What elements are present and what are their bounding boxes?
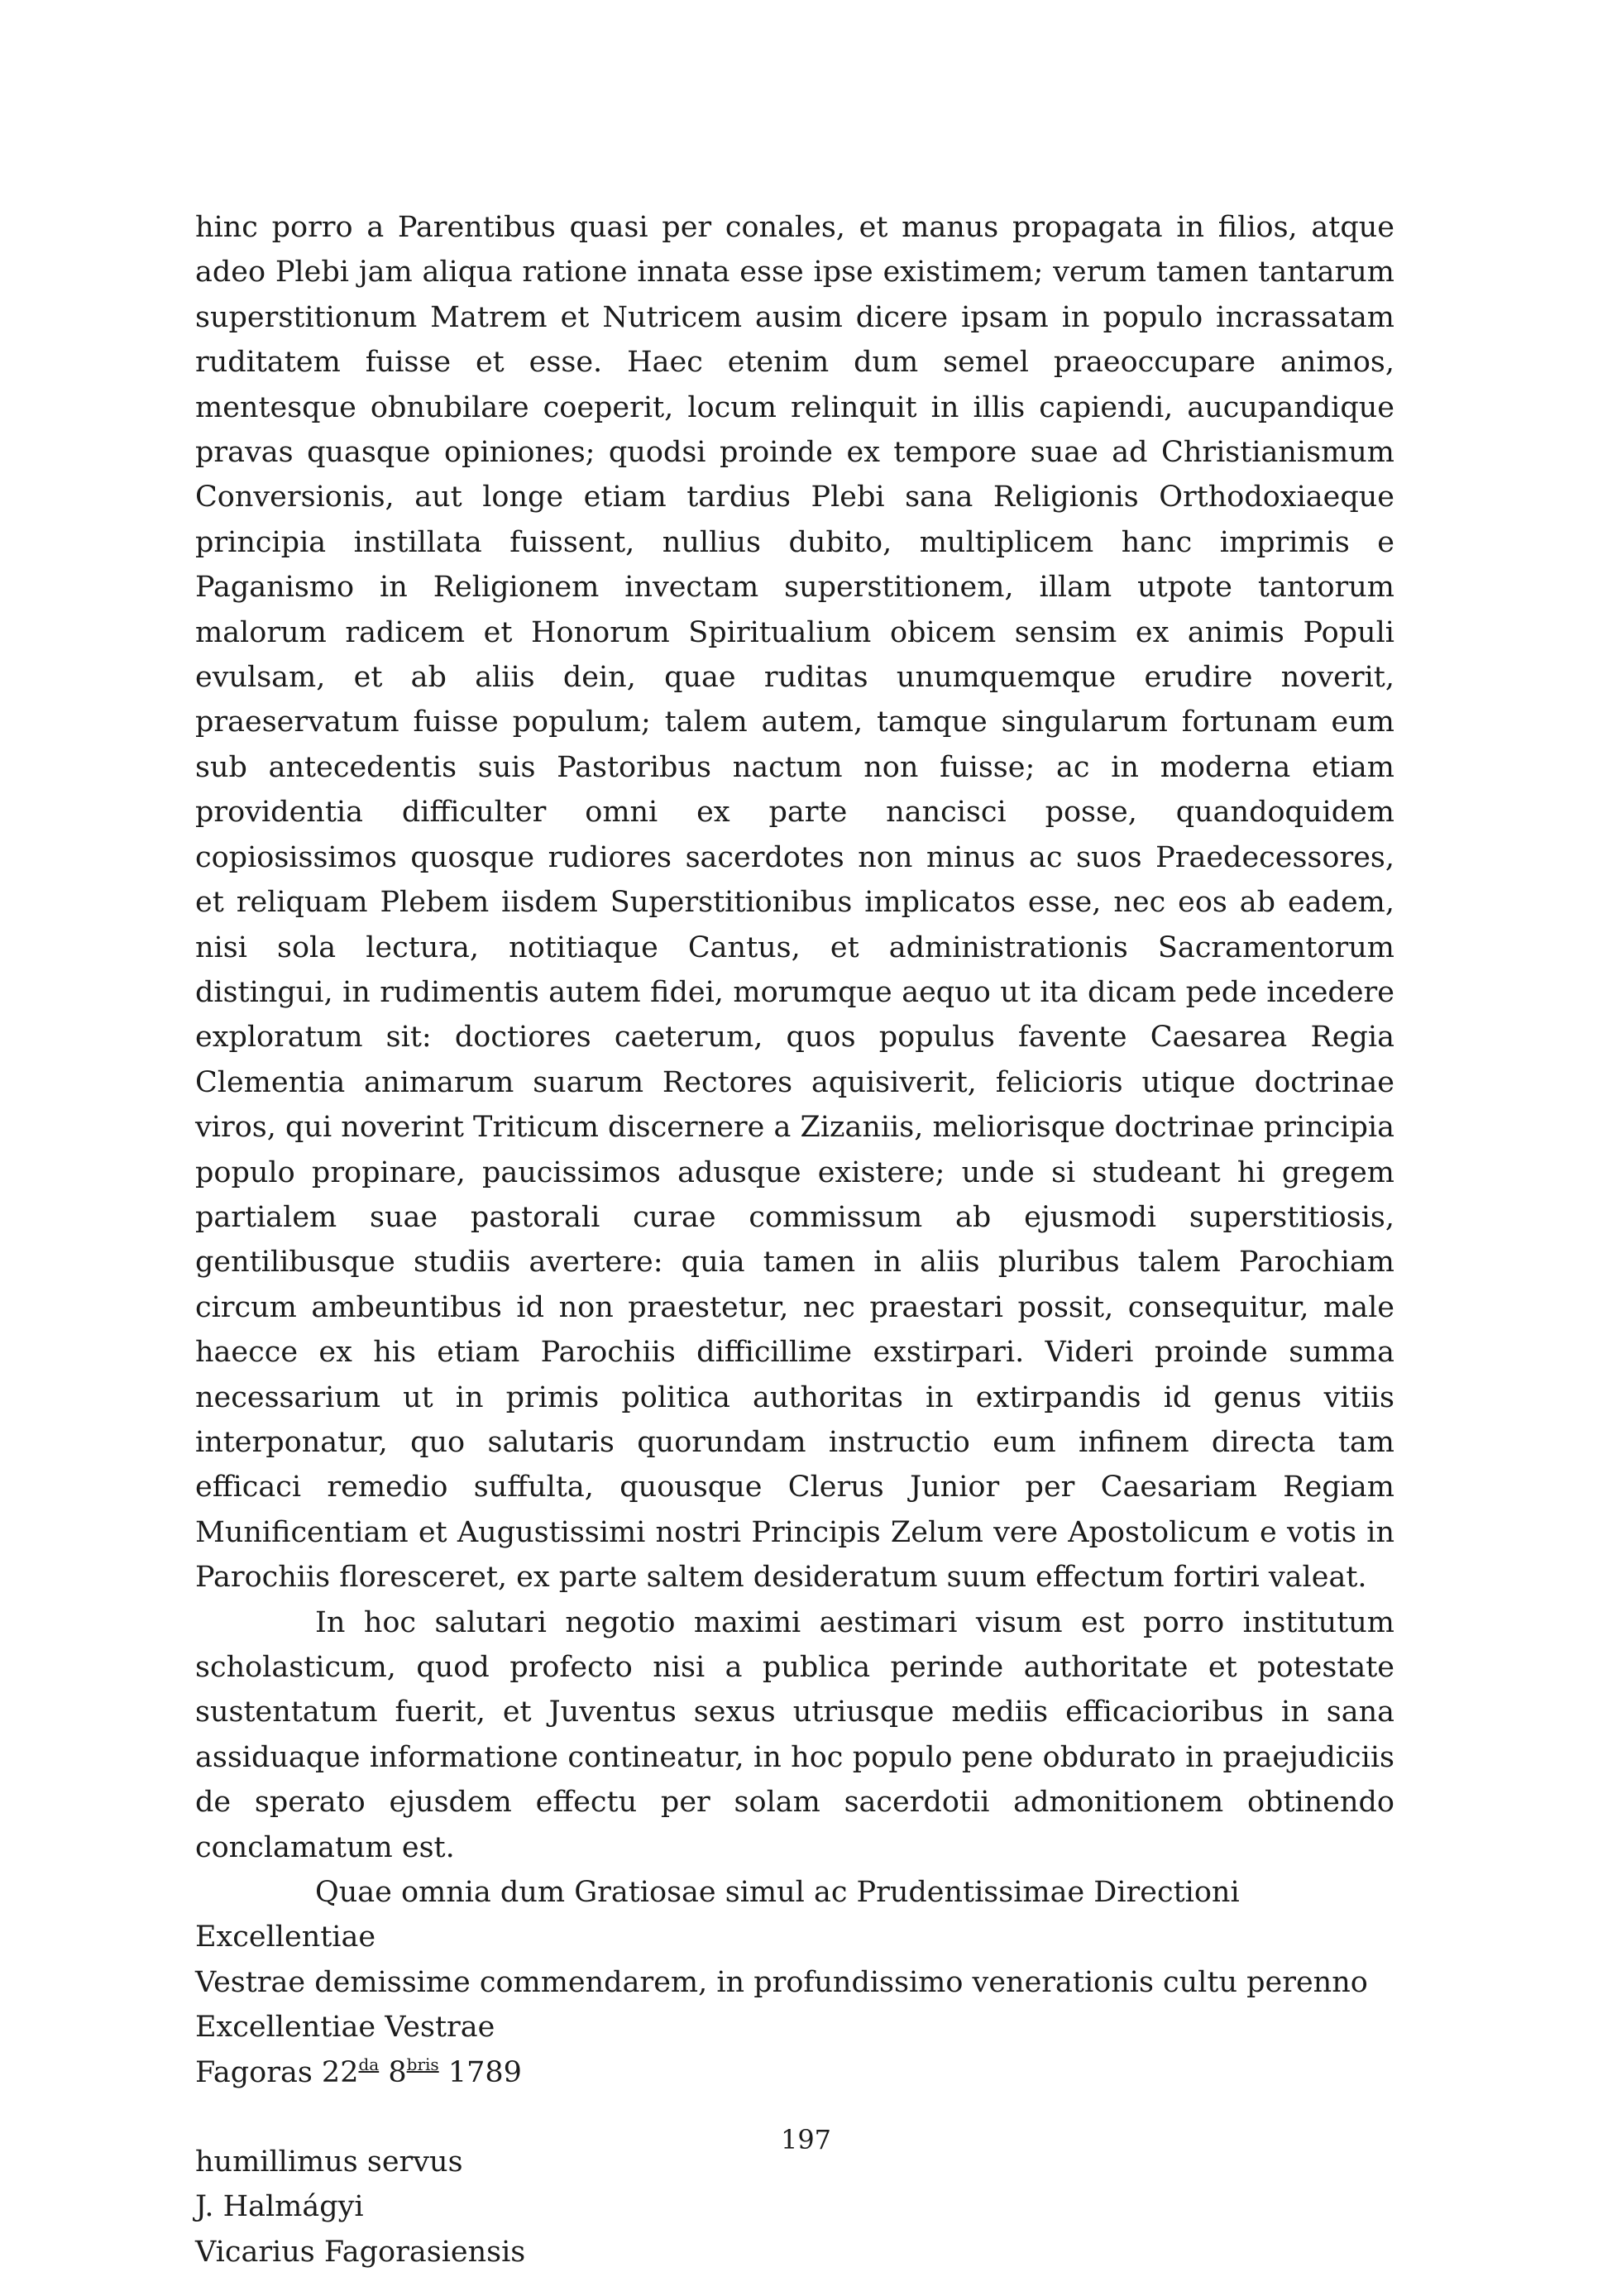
body-paragraph-2: In hoc salutari negotio maximi aestimari visum est porro institutum scholasticum, quod profecto nisi a publica perinde authoritate et potestate sustentatum fuerit, et Juventus sexus utriusque mediis efficacioribus in sana assiduaque informatione contineatur, in hoc populo pene obdurato in praejudiciis de sperato ejusdem effectu per solam sacerdotii admonitionem obtinendo conclamatum est. [195,1605,1394,1864]
date-place-day: Fagoras 22 [195,2055,359,2089]
signature-block [195,2140,1394,2274]
date-day-suffix: da [358,2054,380,2074]
signature-line-1: humillimus servus [195,2145,463,2179]
date-month: 8 [388,2055,407,2089]
signature-line-2: J. Halmágyi [195,2190,364,2224]
paragraph-3-line-1: Quae omnia dum Gratiosae simul ac Prudentissimae Directioni Excellentiae [195,1876,1240,1954]
closing-address: Excellentiae Vestrae [195,2011,495,2045]
date-year: 1789 [447,2055,522,2089]
body-paragraph-1: hinc porro a Parentibus quasi per conales, et manus propagata in filios, atque adeo Plebi jam aliqua ratione innata esse ipse existimem; verum tamen tantarum superstitionum Matrem et Nutricem ausim dicere ipsam in populo incrassatam ruditatem fuisse et esse. Haec etenim dum semel praeoccupare animos, mentesque obnubilare coeperit, locum relinquit in illis capiendi, aucupandique pravas quasque opiniones; quodsi proinde ex tempore suae ad Christianismum Conversionis, aut longe etiam tardius Plebi sana Religionis Orthodoxiaeque principia instillata fuissent, nullius dubito, multiplicem hanc imprimis e Paganismo in Religionem invectam superstitionem, illam utpote tantorum malorum radicem et Honorum Spiritualium obicem sensim ex animis Populi evulsam, et ab aliis dein, quae ruditas unumquemque erudire noverit, praeservatum fuisse populum; talem autem, tamque singularum fortunam eum sub antecedentis suis Pastoribus nactum non fuisse; ac in moderna etiam providentia difficulter omni ex parte nancisci posse, quandoquidem copiosissimos quosque rudiores sacerdotes non minus ac suos Praedecessores, et reliquam Plebem iisdem Superstitionibus implicatos esse, nec eos ab eadem, nisi sola lectura, notitiaque Cantus, et administrationis Sacramentorum distingui, in rudimentis autem fidei, morumque aequo ut ita dicam pede incedere exploratum sit: doctiores caeterum, quos populus favente Caesarea Regia Clementia animarum suarum Rectores aquisiverit, felicioris utique doctrinae viros, qui noverint Triticum discernere a Zizaniis, meliorisque doctrinae principia populo propinare, paucissimos adusque existere; unde si studeant hi gregem partialem suae pastorali curae commissum ab ejusmodi superstitiosis, gentilibusque studiis avertere: quia tamen in aliis pluribus talem Parochiam circum ambeuntibus id non praestetur, nec praestari possit, consequitur, male haecce ex his etiam Parochiis difficillime exstirpari. Videri proinde summa necessarium ut in primis politica authoritas in extirpandis id genus vitiis interponatur, quo salutaris quorundam instructio eum infinem directa tam efficaci remedio suffulta, quousque Clerus Junior per Caesariam Regiam Munificentiam et Augustissimi nostri Principis Zelum vere Apostolicum e votis in Parochiis floresceret, ex parte saltem desideratum suum effectum fortiri valeat. [195,211,1394,1595]
document-page [195,205,1394,2274]
date-month-suffix: bris [406,2054,439,2074]
paragraph-3-line-2: Vestrae demissime commendarem, in profundissimo venerationis cultu perenno [195,1965,1368,1999]
body-paragraph-3 [195,1870,1394,2005]
date-line [195,2050,1394,2095]
page-number: 197 [780,2124,832,2155]
signature-line-3: Vicarius Fagorasiensis [195,2235,526,2269]
